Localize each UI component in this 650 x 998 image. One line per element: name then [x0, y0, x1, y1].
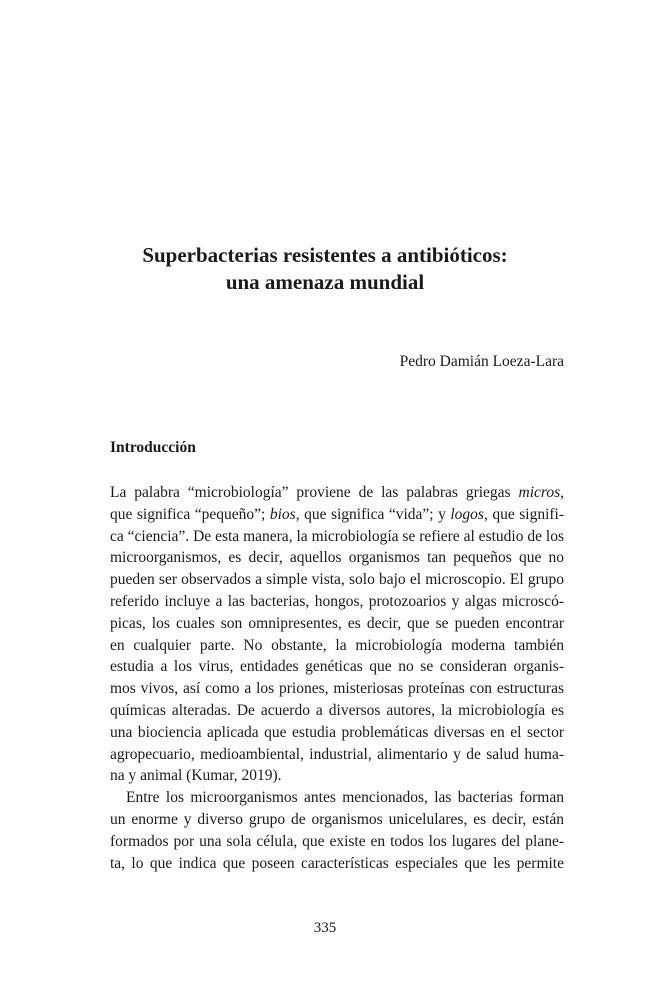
paragraph-line: ca “ciencia”. De esta manera, la microbiología se refiere al estudio de los	[110, 527, 564, 545]
paragraph-line: La palabra “microbiología” proviene de las palabras griegas micros,	[110, 484, 564, 501]
italic-term: logos	[450, 505, 484, 523]
paragraph-1	[110, 482, 564, 787]
paragraph-line: microorganismos, es decir, aquellos organismos tan pequeños que no	[110, 549, 564, 567]
paragraph-line: una biociencia aplicada que estudia problemáticas diversas en el sector	[110, 723, 564, 741]
paragraph-line: referido incluye a las bacterias, hongos, protozoarios y algas microscó-	[110, 592, 564, 610]
paragraph-line: agropecuario, medioambiental, industrial, alimentario y de salud huma-	[110, 745, 564, 763]
paragraph-line: pueden ser observados a simple vista, solo bajo el microscopio. El grupo	[110, 571, 564, 589]
paragraph-line: ta, lo que indica que poseen características especiales que les permite	[110, 854, 564, 872]
chapter-title-line-1: Superbacterias resistentes a antibióticos:	[142, 243, 508, 267]
paragraph-line: químicas alteradas. De acuerdo a diversos autores, la microbiología es	[110, 701, 564, 719]
section-heading: Introducción	[110, 439, 196, 456]
paragraph-line: mos vivos, así como a los priones, misteriosas proteínas con estructuras	[110, 680, 564, 698]
paragraph-line: Entre los microorganismos antes mencionados, las bacterias forman	[126, 789, 564, 807]
paragraph-line: estudia a los virus, entidades genéticas que no se consideran organis-	[110, 658, 564, 676]
paragraph-line: picas, los cuales son omnipresentes, es decir, que se pueden encontrar	[110, 614, 564, 632]
chapter-title-line-2: una amenaza mundial	[225, 270, 425, 294]
paragraph-line: que significa “pequeño”; bios, que significa “vida”; y logos, que signifi-	[110, 505, 565, 523]
paragraph-line: formados por una sola célula, que existe en todos los lugares del plane-	[110, 832, 564, 850]
italic-term: bios	[269, 505, 296, 523]
author-name: Pedro Damián Loeza-Lara	[399, 353, 564, 370]
paragraph-line: na y animal (Kumar, 2019).	[110, 767, 282, 785]
paragraph-2	[110, 787, 564, 874]
italic-term: micros	[518, 484, 561, 501]
paragraph-line: un enorme y diverso grupo de organismos unicelulares, es decir, están	[110, 810, 564, 828]
page-number: 335	[313, 920, 337, 936]
paragraph-line: en cualquier parte. No obstante, la microbiología moderna también	[110, 636, 564, 654]
